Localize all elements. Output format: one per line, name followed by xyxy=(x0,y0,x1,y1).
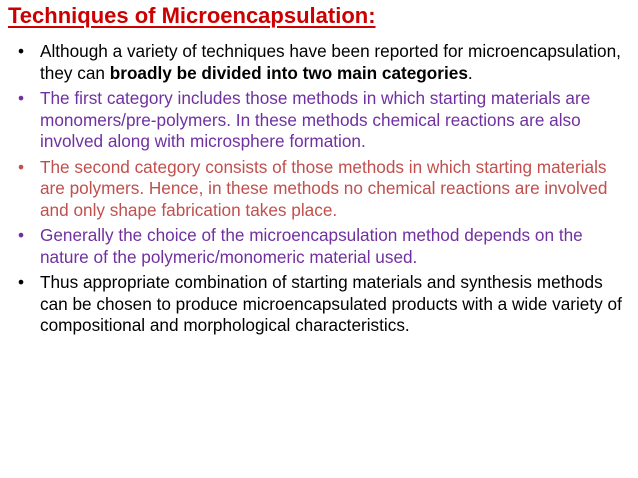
bullet-list xyxy=(18,41,630,341)
bullet-item-2 xyxy=(18,88,630,153)
bullet-text: Generally the choice of the microencapsulation method depends on the nature of the polymeric/monomeric material used. xyxy=(40,225,583,267)
bullet-item-1 xyxy=(18,41,630,84)
bullet-item-4 xyxy=(18,225,630,268)
slide-title: Techniques of Microencapsulation: xyxy=(8,3,376,28)
bullet-text-intro: Although a variety of techniques have been reported for microencapsulation, they can xyxy=(40,41,621,83)
bullet-text xyxy=(40,41,621,83)
bullet-text-end: . xyxy=(467,62,473,83)
bullet-item-5 xyxy=(18,272,630,337)
bullet-text: The second category consists of those methods in which starting materials are polymers. Hence, in these methods no chemical reactions are involved and only shape fabrication takes place. xyxy=(40,156,608,220)
bullet-text: The first category includes those methods in which starting materials are monomers/pre-polymers. In these methods chemical reactions are also involved along with microsphere formation. xyxy=(40,88,591,151)
bullet-marker: • xyxy=(18,225,25,245)
bullet-item-3 xyxy=(18,157,630,222)
bullet-marker: • xyxy=(18,41,25,61)
bullet-marker: • xyxy=(18,156,25,177)
bullet-text: Thus appropriate combination of starting materials and synthesis methods can be chosen to produce microencapsulated products with a wide variety of compositional and morphological characteristics. xyxy=(40,272,622,335)
bullet-marker: • xyxy=(18,88,25,108)
bullet-text-emphasis: broadly be divided into two main categories xyxy=(109,62,468,83)
bullet-marker: • xyxy=(18,272,25,292)
